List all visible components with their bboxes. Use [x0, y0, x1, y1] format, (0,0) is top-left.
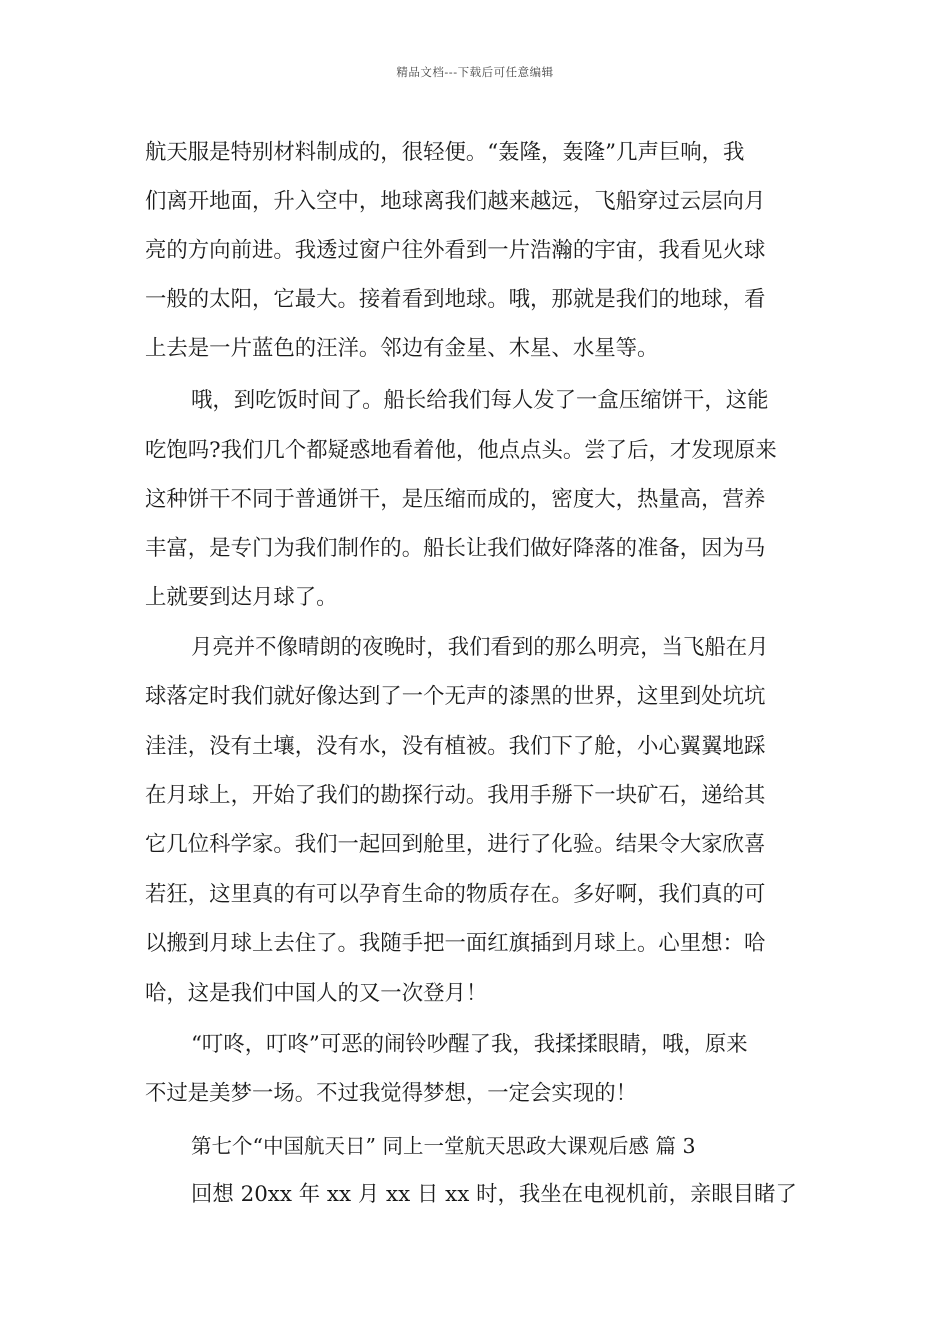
body-text-line: 洼洼，没有土壤，没有水，没有植被。我们下了舱，小心翼翼地踩	[145, 734, 766, 759]
body-text-line: 若狂，这里真的有可以孕育生命的物质存在。多好啊，我们真的可	[145, 882, 766, 907]
body-text-line: 哈，这是我们中国人的又一次登月！	[145, 981, 488, 1006]
body-text-line: 吃饱吗?我们几个都疑惑地看着他，他点点头。尝了后，才发现原来	[145, 438, 777, 463]
body-text-line: 上去是一片蓝色的汪洋。邻边有金星、木星、水星等。	[145, 336, 659, 361]
body-text-line: 丰富，是专门为我们制作的。船长让我们做好降落的准备，因为马	[145, 536, 766, 561]
paragraph-first-line: “叮咚，叮咚”可恶的闹铃吵醒了我，我揉揉眼睛，哦，原来	[191, 1032, 748, 1057]
body-text-line: 这种饼干不同于普通饼干，是压缩而成的，密度大，热量高，营养	[145, 487, 766, 512]
body-text-line: 在月球上，开始了我们的勘探行动。我用手掰下一块矿石，递给其	[145, 783, 766, 808]
section-heading: 第七个“中国航天日” 同上一堂航天思政大课观后感 篇 3	[191, 1134, 696, 1158]
body-text-line: 一般的太阳，它最大。接着看到地球。哦，那就是我们的地球，看	[145, 287, 766, 312]
body-text-line: 上就要到达月球了。	[145, 585, 338, 610]
body-text-line: 它几位科学家。我们一起回到舱里，进行了化验。结果令大家欣喜	[145, 832, 766, 857]
body-text-line: 球落定时我们就好像达到了一个无声的漆黑的世界，这里到处坑坑	[145, 684, 766, 709]
body-text-line: 以搬到月球上去住了。我随手把一面红旗插到月球上。心里想：哈	[145, 931, 766, 956]
body-text-line: 不过是美梦一场。不过我觉得梦想，一定会实现的！	[145, 1081, 637, 1106]
paragraph-first-line: 哦，到吃饭时间了。船长给我们每人发了一盒压缩饼干，这能	[191, 388, 769, 413]
body-text-line: 亮的方向前进。我透过窗户往外看到一片浩瀚的宇宙，我看见火球	[145, 238, 766, 263]
body-text-line: 们离开地面，升入空中，地球离我们越来越远，飞船穿过云层向月	[145, 189, 766, 214]
paragraph-first-line: 回想 20xx 年 xx 月 xx 日 xx 时，我坐在电视机前，亲眼目睹了	[191, 1182, 797, 1207]
page-header: 精品文档---下载后可任意编辑	[396, 65, 554, 79]
body-text-line: 航天服是特别材料制成的，很轻便。“轰隆，轰隆”几声巨响，我	[145, 140, 745, 165]
paragraph-first-line: 月亮并不像晴朗的夜晚时，我们看到的那么明亮，当飞船在月	[191, 635, 769, 660]
